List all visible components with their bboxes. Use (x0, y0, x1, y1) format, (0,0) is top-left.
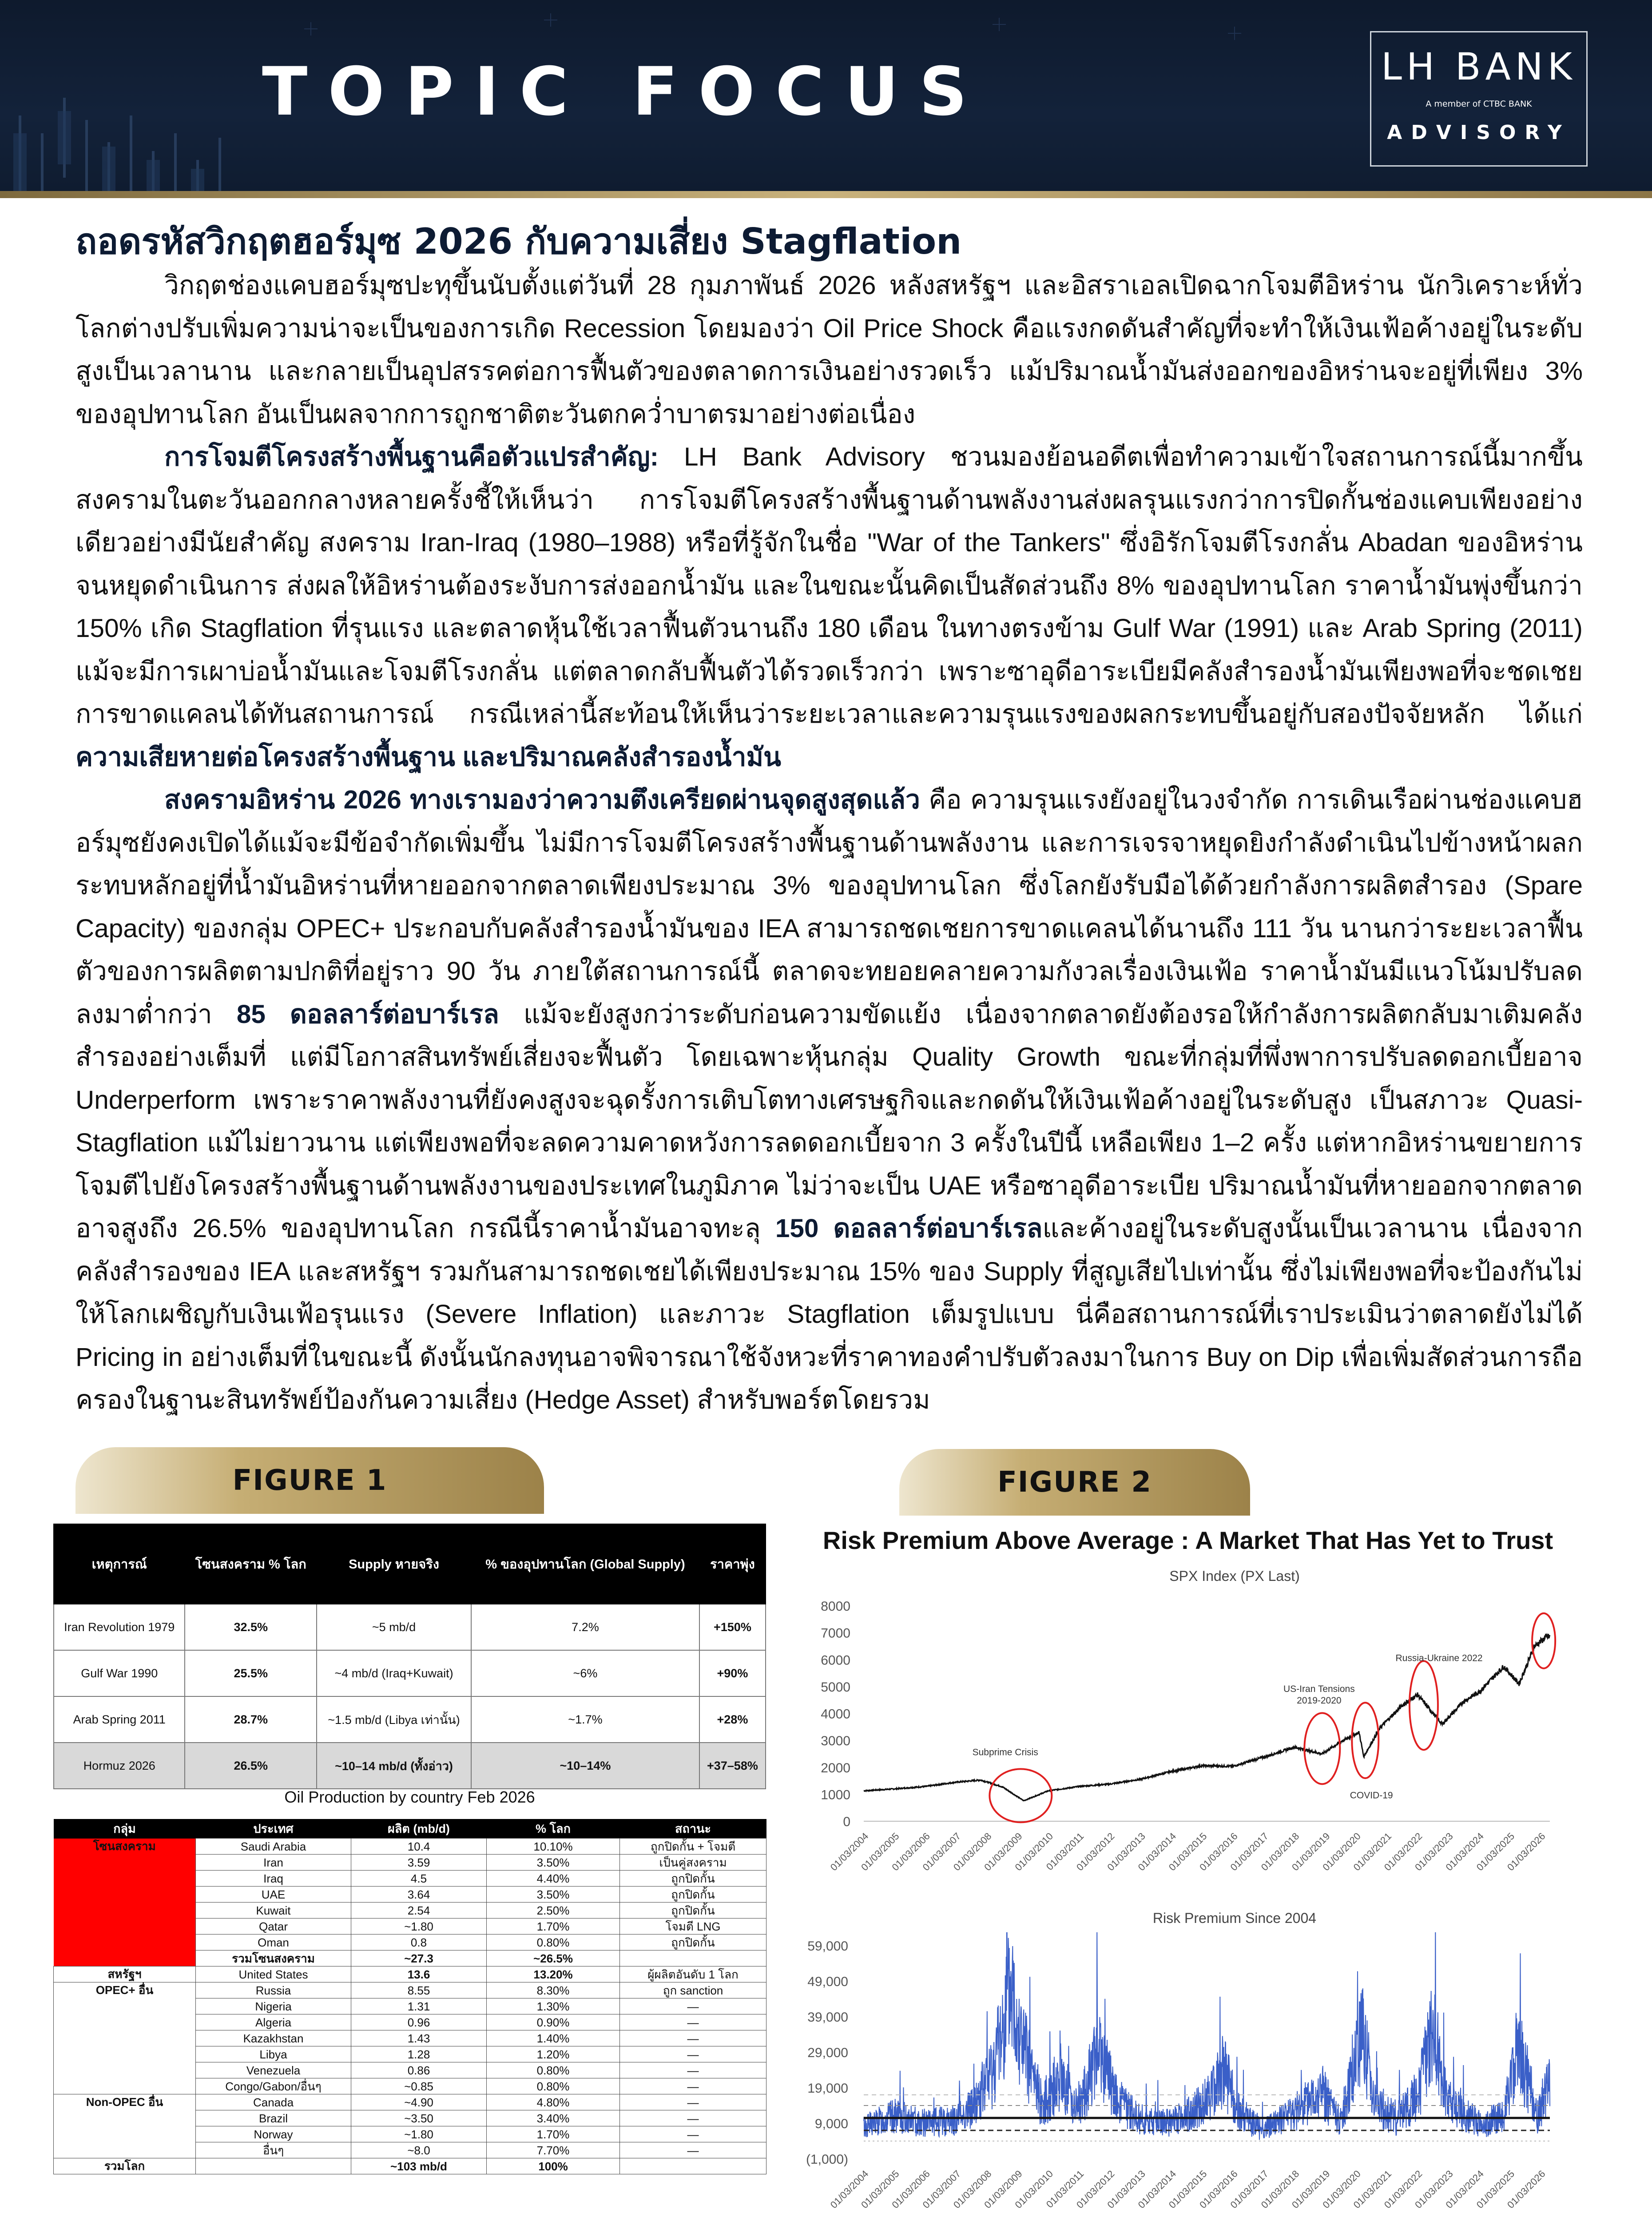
x-tick-label: 01/03/2025 (1474, 1830, 1517, 1873)
table-cell: — (620, 1998, 766, 2014)
table-cell: ~1.80 (351, 1918, 487, 1934)
paragraph-3-text-a: คือ ความรุนแรงยังอยู่ในวงจำกัด การเดินเรือผ่านช่องแคบฮอร์มุซยังคงเปิดได้แม้จะมีข้อจำกัดเพิ่มขึ้น ไม่มีการโจมตีโครงสร้างพื้นฐานด้านพลังงาน และการเจรจาหยุดยิงกำลังดำเนินไปข้างหน้าผลกระทบหลักอยู่ที่น้ำมันอิหร่านที่หายออกจากตลาดเพียงประมาณ 3% ของอุปทานโลก ซึ่งโลกยังรับมือได้ด้วยกำลังการผลิตสำรอง (Spare Capacity) ของกลุ่ม OPEC+ ประกอบกับคลังสำรองน้ำมันของ IEA สามารถชดเชยการขาดแคลนได้นานถึง 111 วัน นานกว่าระยะเวลาฟื้นตัวของการผลิตตามปกติที่อยู่ราว 90 วัน ภายใต้สถานการณ์นี้ ตลาดจะทยอยคลายความกังวลเรื่องเงินเฟ้อ ราคาน้ำมันมีแนวโน้มปรับลดลงมาต่ำกว่า (75, 785, 1583, 1029)
figure-2-tab: FIGURE 2 (899, 1449, 1250, 1516)
table-cell: อื่นๆ (196, 2142, 351, 2158)
header-divider (0, 191, 1652, 198)
logo-advisory: ADVISORY (1387, 121, 1571, 144)
table-cell: ~10–14 mb/d (ทั้งอ่าว) (317, 1743, 471, 1789)
table-cell: ~26.5% (487, 1950, 620, 1966)
y-tick-label: 2000 (821, 1760, 850, 1775)
table-row (54, 1839, 766, 1855)
highlight-circle-covid (1352, 1703, 1378, 1778)
x-tick-label: 01/03/2026 (1505, 1830, 1548, 1873)
highlight-circle-us-iran (1304, 1713, 1340, 1784)
col-header: % ของอุปทานโลก (Global Supply) (471, 1524, 699, 1604)
x-tick-label: 01/03/2006 (890, 2168, 932, 2211)
col-header: กลุ่ม (54, 1819, 196, 1839)
table-cell: 28.7% (185, 1696, 317, 1743)
table-cell: 7.70% (487, 2142, 620, 2158)
table-cell: +28% (699, 1696, 766, 1743)
table-cell: Hormuz 2026 (54, 1743, 185, 1789)
table-cell: 1.30% (487, 1998, 620, 2014)
paragraph-2-text: LH Bank Advisory ชวนมองย้อนอดีตเพื่อทำความเข้าใจสถานการณ์นี้มากขึ้น สงครามในตะวันออกกลางหลายครั้งชี้ให้เห็นว่า การโจมตีโครงสร้างพื้นฐานด้านพลังงานส่งผลรุนแรงกว่าการปิดกั้นช่องแคบเพียงอย่างเดียวอย่างมีนัยสำคัญ สงคราม Iran-Iraq (1980–1988) หรือที่รู้จักในชื่อ "War of the Tankers" ซึ่งอิรักโจมตีโรงกลั่น Abadan ของอิหร่านจนหยุดดำเนินการ ส่งผลให้อิหร่านต้องระงับการส่งออกน้ำมัน และในขณะนั้นคิดเป็นสัดส่วนถึง 8% ของอุปทานโลก ราคาน้ำมันพุ่งขึ้นกว่า 150% เกิด Stagflation ที่รุนแรง และตลาดหุ้นใช้เวลาฟื้นตัวนานถึง 180 เดือน ในทางตรงข้าม Gulf War (1991) และ Arab Spring (2011) แม้จะมีการเผาบ่อน้ำมันและโจมตีโรงกลั่น แต่ตลาดกลับฟื้นตัวได้รวดเร็วกว่า เพราะซาอุดีอาระเบียมีคลังสำรองน้ำมันเพียงพอที่จะชดเชยการขาดแคลนได้ทันสถานการณ์ กรณีเหล่านี้สะท้อนให้เห็นว่าระยะเวลาและความรุนแรงของผลกระทบขึ้นอยู่กับสองปัจจัยหลัก ได้แก่ (75, 442, 1583, 728)
paragraph-2 (75, 436, 1583, 779)
x-tick-label: 01/03/2007 (920, 2168, 963, 2211)
x-tick-label: 01/03/2016 (1197, 2168, 1240, 2211)
logo-wordmark: LH BANK (1381, 45, 1577, 88)
table-cell: Congo/Gabon/อื่นๆ (196, 2078, 351, 2094)
table-cell: 4.80% (487, 2094, 620, 2110)
table-cell: 8.55 (351, 1982, 487, 1998)
table-cell: — (620, 2094, 766, 2110)
table-cell: UAE (196, 1887, 351, 1903)
table-row (54, 1982, 766, 1998)
table-cell: โจมตี LNG (620, 1918, 766, 1934)
table-cell: 0.80% (487, 2062, 620, 2078)
table-row (54, 1650, 766, 1696)
annotation-subprime: Subprime Crisis (972, 1747, 1038, 1758)
col-header: โซนสงคราม % โลก (185, 1524, 317, 1604)
page-title: TOPIC FOCUS (262, 53, 988, 131)
table-cell: 3.59 (351, 1855, 487, 1871)
table-cell: ~5 mb/d (317, 1604, 471, 1650)
table-cell: 32.5% (185, 1604, 317, 1650)
table-cell: Libya (196, 2046, 351, 2062)
x-tick-label: 01/03/2009 (982, 2168, 1025, 2211)
table-cell: ~1.5 mb/d (Libya เท่านั้น) (317, 1696, 471, 1743)
x-tick-label: 01/03/2017 (1228, 1830, 1271, 1873)
x-tick-label: 01/03/2019 (1290, 1830, 1332, 1873)
lh-bank-logo (1370, 31, 1588, 167)
table-cell: Iraq (196, 1871, 351, 1887)
table-cell: 2.54 (351, 1903, 487, 1918)
table-cell: รวมโซนสงคราม (196, 1950, 351, 1966)
article-body (75, 264, 1583, 1422)
table-cell: — (620, 2142, 766, 2158)
highlight-circle-russia-ukraine (1410, 1661, 1438, 1750)
annotation-covid: COVID-19 (1350, 1790, 1393, 1801)
table-cell (620, 1950, 766, 1966)
table-cell: ~27.3 (351, 1950, 487, 1966)
table-cell: Kuwait (196, 1903, 351, 1918)
table-row (54, 2094, 766, 2110)
x-tick-label: 01/03/2025 (1474, 2168, 1517, 2211)
x-tick-label: 01/03/2008 (951, 1830, 994, 1873)
table-cell: Nigeria (196, 1998, 351, 2014)
col-header: ประเทศ (196, 1819, 351, 1839)
col-header: % โลก (487, 1819, 620, 1839)
table-cell: Norway (196, 2126, 351, 2142)
table-cell: Iran (196, 1855, 351, 1871)
x-tick-label: 01/03/2005 (859, 1830, 901, 1873)
table-row-total (54, 2158, 766, 2174)
x-tick-label: 01/03/2026 (1505, 2168, 1548, 2211)
x-tick-label: 01/03/2021 (1351, 2168, 1394, 2211)
x-tick-label: 01/03/2005 (859, 2168, 901, 2211)
table-cell: +90% (699, 1650, 766, 1696)
table-cell: ถูกปิดกั้น (620, 1934, 766, 1950)
x-tick-label: 01/03/2020 (1320, 2168, 1363, 2211)
table-cell: — (620, 2046, 766, 2062)
y-tick-label: 39,000 (807, 2010, 848, 2025)
table-cell: 3.50% (487, 1855, 620, 1871)
table-cell: 3.50% (487, 1887, 620, 1903)
x-tick-label: 01/03/2004 (828, 2168, 871, 2211)
table-cell: Russia (196, 1982, 351, 1998)
table-cell: 1.43 (351, 2030, 487, 2046)
table-cell: 0.90% (487, 2014, 620, 2030)
table-cell: ถูกปิดกั้น (620, 1871, 766, 1887)
table-cell (196, 2158, 351, 2174)
paragraph-2-lead: การโจมตีโครงสร้างพื้นฐานคือตัวแปรสำคัญ: (164, 442, 659, 471)
table-cell: Saudi Arabia (196, 1839, 351, 1855)
col-header: ผลิต (mb/d) (351, 1819, 487, 1839)
x-tick-label: 01/03/2020 (1320, 1830, 1363, 1873)
table-cell: ~8.0 (351, 2142, 487, 2158)
table-cell: Kazakhstan (196, 2030, 351, 2046)
table-cell: โซนสงคราม (54, 1839, 196, 1966)
table-cell: 13.6 (351, 1966, 487, 1982)
x-tick-label: 01/03/2004 (828, 1830, 871, 1873)
x-tick-label: 01/03/2016 (1197, 1830, 1240, 1873)
x-tick-label: 01/03/2023 (1413, 1830, 1455, 1873)
table-cell: ~0.85 (351, 2078, 487, 2094)
table-cell: 4.5 (351, 1871, 487, 1887)
table-cell: 1.70% (487, 2126, 620, 2142)
table-cell: 4.40% (487, 1871, 620, 1887)
x-tick-label: 01/03/2018 (1259, 2168, 1302, 2211)
paragraph-3-text-b: แม้จะยังสูงกว่าระดับก่อนความขัดแย้ง เนื่องจากตลาดยังต้องรอให้กำลังการผลิตกลับมาเติมคลังสำรองอย่างเต็มที่ แต่มีโอกาสสินทรัพย์เสี่ยงจะฟื้นตัว โดยเฉพาะหุ้นกลุ่ม Quality Growth ขณะที่กลุ่มที่พึ่งพาการปรับลดดอกเบี้ยอาจ Underperform เพราะราคาพลังงานที่ยังคงสูงจะฉุดรั้งการเติบโตทางเศรษฐกิจและกดดันให้เงินเฟ้อค้างอยู่ในระดับสูง เป็นสภาวะ Quasi-Stagflation แม้ไม่ยาวนาน แต่เพียงพอที่จะลดความคาดหวังการลดดอกเบี้ยจาก 3 ครั้งในปีนี้ เหลือเพียง 1–2 ครั้ง แต่หากอิหร่านขยายการโจมตีไปยังโครงสร้างพื้นฐานด้านพลังงานของประเทศในภูมิภาค ไม่ว่าจะเป็น UAE หรือซาอุดีอาระเบีย ปริมาณน้ำมันที่หายออกจากตลาดอาจสูงถึง 26.5% ของอุปทานโลก กรณีนี้ราคาน้ำมันอาจทะลุ (75, 999, 1583, 1243)
x-tick-label: 01/03/2014 (1136, 1830, 1179, 1873)
table-cell (620, 2158, 766, 2174)
table-cell: รวมโลก (54, 2158, 196, 2174)
header-banner (0, 0, 1652, 191)
risk-premium-chart-subtitle: Risk Premium Since 2004 (1152, 1910, 1317, 1926)
y-tick-label: 1000 (821, 1787, 850, 1803)
table-cell: 7.2% (471, 1604, 699, 1650)
table-cell: Venezuela (196, 2062, 351, 2078)
spx-chart-subtitle: SPX Index (PX Last) (1169, 1568, 1300, 1584)
table-cell: Algeria (196, 2014, 351, 2030)
table-cell: 1.70% (487, 1918, 620, 1934)
oil-production-table-title: Oil Production by country Feb 2026 (284, 1788, 535, 1806)
x-tick-label: 01/03/2017 (1228, 2168, 1271, 2211)
table-cell: Canada (196, 2094, 351, 2110)
table-cell: ถูก sanction (620, 1982, 766, 1998)
oil-production-table (53, 1819, 766, 2174)
table-cell: 10.4 (351, 1839, 487, 1855)
x-tick-label: 01/03/2024 (1443, 2168, 1486, 2211)
col-header: Supply หายจริง (317, 1524, 471, 1604)
paragraph-3-bold-1: 85 ดอลลาร์ต่อบาร์เรล (236, 999, 499, 1029)
table-cell: United States (196, 1966, 351, 1982)
table-cell: ~10–14% (471, 1743, 699, 1789)
table-cell: สหรัฐฯ (54, 1966, 196, 1982)
x-tick-label: 01/03/2013 (1105, 1830, 1148, 1873)
x-tick-label: 01/03/2019 (1290, 2168, 1332, 2211)
x-tick-label: 01/03/2015 (1166, 1830, 1209, 1873)
y-tick-label: 0 (843, 1815, 850, 1829)
x-tick-label: 01/03/2015 (1166, 2168, 1209, 2211)
annotation-us-iran: US-Iran Tensions (1283, 1684, 1355, 1694)
table-cell: 1.20% (487, 2046, 620, 2062)
paragraph-3-text-c: และค้างอยู่ในระดับสูงนั้นเป็นเวลานาน เนื่องจากคลังสำรองของ IEA และสหรัฐฯ รวมกันสามารถชดเชยได้เพียงประมาณ 15% ของ Supply ที่สูญเสียไปเท่านั้น ซึ่งไม่เพียงพอที่จะป้องกันไม่ให้โลกเผชิญกับเงินเฟ้อรุนแรง (Severe Inflation) และภาวะ Stagflation เต็มรูปแบบ นี่คือสถานการณ์ที่เราประเมินว่าตลาดยังไม่ได้ Pricing in อย่างเต็มที่ในขณะนี้ ดังนั้นนักลงทุนอาจพิจารณาใช้จังหวะที่ราคาทองคำปรับตัวลงมาในการ Buy on Dip เพื่อเพิ่มสัดส่วนการถือครองในฐานะสินทรัพย์ป้องกันความเสี่ยง (Hedge Asset) สำหรับพอร์ตโดยรวม (75, 1214, 1583, 1414)
table-cell: Gulf War 1990 (54, 1650, 185, 1696)
table-cell: +150% (699, 1604, 766, 1650)
table-cell: OPEC+ อื่น (54, 1982, 196, 2094)
col-header: ราคาพุ่ง (699, 1524, 766, 1604)
table-cell: +37–58% (699, 1743, 766, 1789)
table-cell: — (620, 2030, 766, 2046)
y-tick-label: 5000 (821, 1680, 850, 1695)
table-cell: 2.50% (487, 1903, 620, 1918)
x-tick-label: 01/03/2022 (1382, 2168, 1425, 2211)
annotation-us-iran-years: 2019-2020 (1297, 1696, 1342, 1706)
risk-premium-series-line (864, 1932, 1550, 2140)
x-tick-label: 01/03/2011 (1044, 1830, 1086, 1873)
table-cell: ~4 mb/d (Iraq+Kuwait) (317, 1650, 471, 1696)
table-cell: 0.80% (487, 2078, 620, 2094)
table-cell: 10.10% (487, 1839, 620, 1855)
table-cell: 25.5% (185, 1650, 317, 1696)
y-tick-label: (1,000) (806, 2152, 848, 2167)
table-cell: 0.86 (351, 2062, 487, 2078)
figure-1-tab: FIGURE 1 (75, 1447, 544, 1514)
x-tick-label: 01/03/2018 (1259, 1830, 1302, 1873)
y-tick-label: 3000 (821, 1734, 850, 1749)
table-cell: ผู้ผลิตอันดับ 1 โลก (620, 1966, 766, 1982)
table-cell: 26.5% (185, 1743, 317, 1789)
table-cell: 1.28 (351, 2046, 487, 2062)
table-row (54, 1696, 766, 1743)
table-cell: ถูกปิดกั้น (620, 1887, 766, 1903)
article-title: ถอดรหัสวิกฤตฮอร์มุซ 2026 กับความเสี่ยง Stagflation (75, 221, 962, 262)
table-cell: Iran Revolution 1979 (54, 1604, 185, 1650)
y-tick-label: 8000 (821, 1599, 850, 1614)
table-cell: 8.30% (487, 1982, 620, 1998)
highlight-circle-subprime (989, 1769, 1052, 1822)
x-tick-label: 01/03/2013 (1105, 2168, 1148, 2211)
table-cell: ~6% (471, 1650, 699, 1696)
y-tick-label: 9,000 (814, 2117, 848, 2131)
table-row (54, 1966, 766, 1982)
y-tick-label: 19,000 (807, 2081, 848, 2096)
table-cell: Qatar (196, 1918, 351, 1934)
table-cell: 0.80% (487, 1934, 620, 1950)
y-tick-label: 7000 (821, 1626, 850, 1641)
y-tick-label: 6000 (821, 1653, 850, 1668)
x-tick-label: 01/03/2023 (1413, 2168, 1455, 2211)
figure-2-title: Risk Premium Above Average : A Market That Has Yet to Trust (822, 1526, 1553, 1554)
x-tick-label: 01/03/2007 (920, 1830, 963, 1873)
table-cell: 3.64 (351, 1887, 487, 1903)
spx-chart (795, 1592, 1585, 1903)
table-cell: เป็นคู่สงคราม (620, 1855, 766, 1871)
paragraph-3-bold-2: 150 ดอลลาร์ต่อบาร์เรล (775, 1214, 1043, 1243)
table-cell: ถูกปิดกั้น + โจมตี (620, 1839, 766, 1855)
table-cell: Oman (196, 1934, 351, 1950)
x-tick-label: 01/03/2014 (1136, 2168, 1179, 2211)
y-tick-label: 29,000 (807, 2046, 848, 2060)
x-tick-label: 01/03/2024 (1443, 1830, 1486, 1873)
annotation-russia-ukraine: Russia-Ukraine 2022 (1395, 1653, 1483, 1664)
table-cell: ~3.50 (351, 2110, 487, 2126)
x-tick-label: 01/03/2022 (1382, 1830, 1425, 1873)
paragraph-3 (75, 779, 1583, 1422)
table-cell: ~4.90 (351, 2094, 487, 2110)
table-cell: 0.8 (351, 1934, 487, 1950)
x-tick-label: 01/03/2011 (1044, 2168, 1086, 2210)
table-cell: 100% (487, 2158, 620, 2174)
logo-member-line: A member of CTBC BANK (1426, 99, 1532, 109)
x-tick-label: 01/03/2021 (1351, 1830, 1394, 1873)
y-tick-label: 59,000 (807, 1939, 848, 1954)
events-table-header (54, 1524, 766, 1604)
col-header: เหตุการณ์ (54, 1524, 185, 1604)
table-cell: ~1.7% (471, 1696, 699, 1743)
table-cell: — (620, 2014, 766, 2030)
x-tick-label: 01/03/2006 (890, 1830, 932, 1873)
table-cell: 1.40% (487, 2030, 620, 2046)
table-row-highlight (54, 1743, 766, 1789)
table-cell: 0.96 (351, 2014, 487, 2030)
table-cell: — (620, 2126, 766, 2142)
table-cell: — (620, 2078, 766, 2094)
table-cell: 3.40% (487, 2110, 620, 2126)
table-cell: 1.31 (351, 1998, 487, 2014)
table-cell: Non-OPEC อื่น (54, 2094, 196, 2158)
table-cell: Brazil (196, 2110, 351, 2126)
x-tick-label: 01/03/2008 (951, 2168, 994, 2211)
table-cell: 13.20% (487, 1966, 620, 1982)
table-cell: ~1.80 (351, 2126, 487, 2142)
paragraph-1: วิกฤตช่องแคบฮอร์มุซปะทุขึ้นนับตั้งแต่วันที่ 28 กุมภาพันธ์ 2026 หลังสหรัฐฯ และอิสราเอลเปิดฉากโจมตีอิหร่าน นักวิเคราะห์ทั่วโลกต่างปรับเพิ่มความน่าจะเป็นของการเกิด Recession โดยมองว่า Oil Price Shock คือแรงกดดันสำคัญที่จะทำให้เงินเฟ้อค้างอยู่ในระดับสูงเป็นเวลานาน และกลายเป็นอุปสรรคต่อการฟื้นตัวของตลาดการเงินอย่างรวดเร็ว แม้ปริมาณน้ำมันส่งออกของอิหร่านจะอยู่ที่เพียง 3% ของอุปทานโลก อันเป็นผลจากการถูกชาติตะวันตกคว่ำบาตรมาอย่างต่อเนื่อง (75, 271, 1583, 429)
table-cell: Arab Spring 2011 (54, 1696, 185, 1743)
table-cell: — (620, 2110, 766, 2126)
x-tick-label: 01/03/2009 (982, 1830, 1025, 1873)
y-tick-label: 49,000 (807, 1974, 848, 1989)
x-tick-label: 01/03/2010 (1013, 2168, 1056, 2211)
oil-table-header (54, 1819, 766, 1839)
y-tick-label: 4000 (821, 1707, 850, 1722)
x-tick-label: 01/03/2010 (1013, 1830, 1056, 1873)
paragraph-3-lead: สงครามอิหร่าน 2026 ทางเรามองว่าความตึงเครียดผ่านจุดสูงสุดแล้ว (164, 785, 920, 814)
table-cell: ถูกปิดกั้น (620, 1903, 766, 1918)
table-row (54, 1604, 766, 1650)
events-table (53, 1524, 766, 1789)
col-header: สถานะ (620, 1819, 766, 1839)
x-tick-label: 01/03/2012 (1074, 2168, 1117, 2211)
risk-premium-chart (795, 1932, 1585, 2221)
table-cell: — (620, 2062, 766, 2078)
table-cell: ~103 mb/d (351, 2158, 487, 2174)
x-tick-label: 01/03/2012 (1074, 1830, 1117, 1873)
paragraph-2-tail: ความเสียหายต่อโครงสร้างพื้นฐาน และปริมาณคลังสำรองน้ำมัน (75, 742, 782, 772)
